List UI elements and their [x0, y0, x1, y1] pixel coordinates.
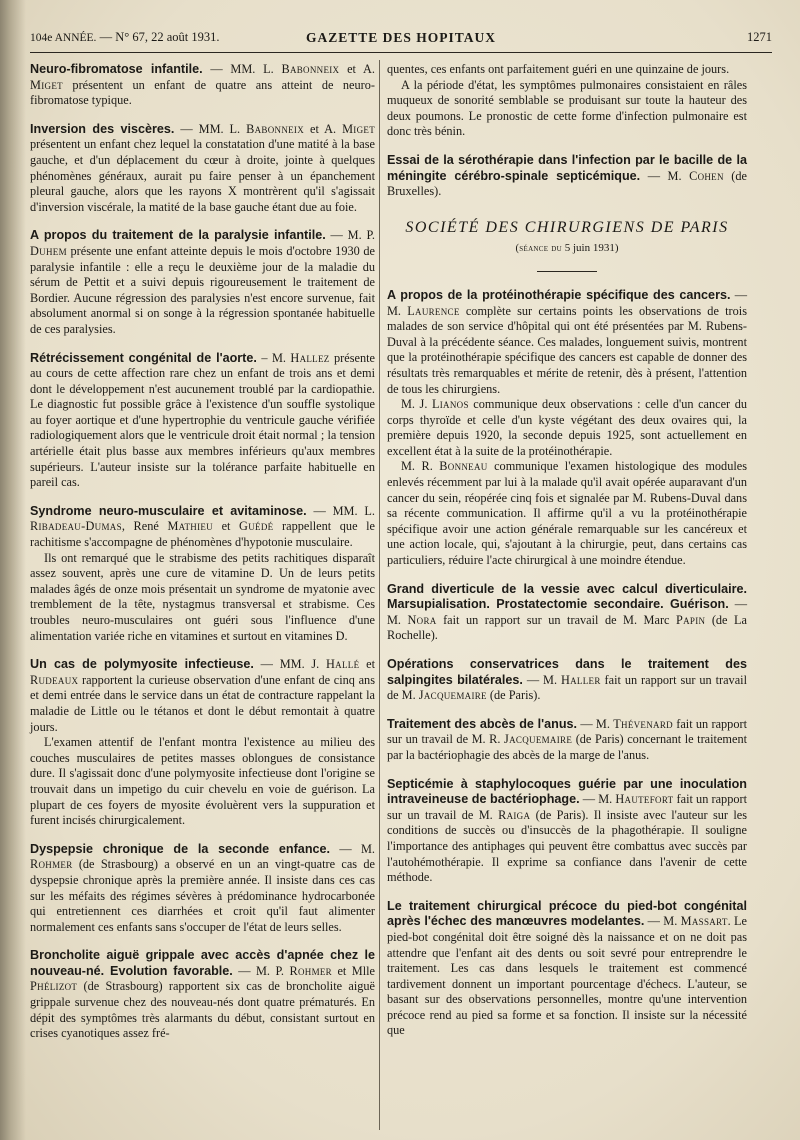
- author-name: Bonneau: [439, 459, 488, 474]
- text-span: — MM. L.: [202, 62, 282, 76]
- author-name: Laurence: [407, 303, 460, 318]
- article-heading: Un cas de polymyosite infectieuse.: [30, 657, 254, 672]
- text-span: — M. P.: [232, 963, 290, 978]
- article-heading: Neuro-fibromatose infantile.: [30, 62, 203, 76]
- text-span: quentes, ces enfants ont parfaitement guéri en une quinzaine de jours.: [387, 62, 730, 76]
- article-retrecissement-aorte: [30, 351, 375, 491]
- text-span: — MM. L.: [306, 503, 375, 518]
- text-span: présente au cours de cette affection rare chez un enfant de trois ans et demi dont le développement n'est aucunement troublé par la cardiopathie. Le diagnostic fut possible grâce à l'existence d'un souffle systolique au foyer aortique et d'une hypertrophie du ventricule gauche vérifiée radiologiquement alors que le ventricule droit était normal ; la tension artérielle était plus basse aux membres inférieurs qu'aux membres supérieurs. L'auteur insiste sur la tolérance parfaite habituelle en pareil cas.: [30, 350, 375, 490]
- author-name: Hautefort: [615, 792, 674, 807]
- article-salpingites: [387, 657, 747, 704]
- paragraph: [387, 459, 747, 568]
- article-abces-anus: [387, 717, 747, 764]
- article-syndrome-neuro-musculaire: [30, 504, 375, 644]
- text-span: (de Paris) concernant le traitement par la bactériophagie des abcès de la marge de l'anus.: [387, 732, 748, 762]
- text-span: — M.: [640, 168, 690, 183]
- journal-title: GAZETTE DES HOPITAUX: [305, 30, 497, 45]
- author-name: Duhem: [30, 243, 67, 258]
- author-name: Babonneix: [246, 121, 305, 136]
- article-heading: Syndrome neuro-musculaire et avitaminose.: [30, 503, 307, 518]
- text-span: — MM. J.: [253, 657, 326, 672]
- section-title: SOCIÉTÉ DES CHIRURGIENS DE PARIS: [405, 218, 729, 236]
- paragraph: [30, 657, 375, 735]
- paragraph: [30, 228, 375, 337]
- article-broncholite: [30, 948, 375, 1042]
- text-span: — M.: [577, 716, 614, 731]
- article-heading: Le traitement chirurgical précoce du pied-bot congénital après l'échec des manœuvres modelantes.: [387, 898, 747, 929]
- author-name: Mathieu: [167, 519, 213, 534]
- text-span: (de Bruxelles).: [387, 168, 748, 199]
- text-span: et: [212, 519, 240, 534]
- article-serotherapie: [387, 153, 747, 200]
- column-divider: [379, 60, 380, 1130]
- text-span: . Le pied-bot congénital doit être soigné dès la naissance et on ne doit pas attendre que l'enfant ait des dents ou soit sevré pour entreprendre le traitement. Les cas dans lesquels le traitement est commencé tardivement donnent un important pourcentage d'échecs. L'auteur, se basant sur des observations personnelles, montre qu'une intervention précoce rend au pied sa forme et sa fonction. Il insiste sur la nécessité que: [387, 914, 748, 1038]
- article-proteinotherapie: [387, 288, 747, 569]
- author-name: Papin: [675, 612, 706, 627]
- article-heading: Dyspepsie chronique de la seconde enfance.: [30, 841, 331, 856]
- author-name: Ribadeau-Dumas: [30, 519, 122, 534]
- text-span: et A.: [339, 62, 375, 76]
- paragraph: [387, 288, 747, 397]
- text-span: (de Paris).: [486, 688, 541, 703]
- text-span: fait un rapport sur un travail de M. R.: [387, 716, 747, 747]
- text-span: communique deux observations : celle d'un cancer du corps thyroïde et celle d'un kyste végétant des deux ovaires qui, la première depuis 1920, la seconde depuis 1925, sont actuellement en excellent état à la suite de la protéinothérapie.: [387, 397, 747, 458]
- paragraph: [387, 777, 747, 886]
- text-span: (de Paris). Il insiste avec l'auteur sur les conditions de succès ou d'insuccès de la phagothérapie. Il souligne l'importance des antiphages qui peuvent être combattus avec succès par l'autohémothérapie. Il exprime sa confiance dans l'avenir de cette méthode.: [387, 807, 747, 885]
- right-column: [387, 62, 747, 1052]
- paragraph: [30, 122, 375, 216]
- article-heading: Broncholite aiguë grippale avec accès d'apnée chez le nouveau-né. Evolution favorable.: [30, 948, 375, 978]
- text-span: présentent un enfant chez lequel la constatation d'une matité à la base gauche, et d'un déplacement du cœur à droite, jointe à quelques phénomènes généraux, aurait pu faire penser à un épanchement pleural gauche, alors que les rayons X montrèrent qu'il s'agissait d'inversion viscérale, la matité de la base gauche étant due au foie.: [30, 137, 375, 214]
- paragraph: [30, 62, 375, 109]
- text-span: Ils ont remarqué que le strabisme des petits rachitiques disparaît assez souvent, après une cure de vitamine D. Un de leurs petits malades âgés de onze mois présentait un syndrome de myatonie avec tremblement de la tête, nystagmus transversal et strabisme. Ces troubles neuro-musculaires ont guéri sous l'influence d'une alimentation variée riche en vitamines et surtout en vitamines D.: [30, 550, 375, 643]
- paragraph: [30, 948, 375, 1042]
- text-span: fait un rapport sur un travail de M.: [387, 672, 748, 703]
- text-span: (de Strasbourg) a observé en un an vingt-quatre cas de dyspepsie chronique après la première année. Il insiste dans ces cas sur les méfaits des régimes sévères à prédominance hydrocarbonée qui entretiennent ces diarrhées et croit qu'il faut alimenter normalement ces enfants sans s'occuper de l'état de leurs selles.: [30, 857, 375, 934]
- text-span: – M.: [256, 350, 291, 365]
- text-span: présentent un enfant de quatre ans atteint de neuro-fibromatose typique.: [30, 77, 375, 108]
- text-span: (de La Rochelle).: [387, 612, 747, 643]
- author-name: Miget: [342, 121, 376, 136]
- text-span: et A.: [304, 121, 343, 136]
- author-name: Raiga: [498, 807, 531, 822]
- text-span: — M.: [387, 597, 747, 627]
- article-heading: Septicémie à staphylocoques guérie par une inoculation intraveineuse de bactériophage.: [387, 776, 747, 807]
- paragraph: [387, 657, 747, 704]
- author-name: Hallez: [290, 350, 330, 365]
- article-broncholite-continued: [387, 62, 747, 140]
- article-heading: Inversion des viscères.: [30, 121, 175, 136]
- text-span: — M.: [330, 841, 375, 856]
- author-name: Babonneix: [281, 62, 340, 76]
- text-span: et Mlle: [331, 963, 375, 978]
- article-heading: A propos de la protéinothérapie spécifique des cancers.: [387, 287, 731, 302]
- text-span: présente une enfant atteinte depuis le mois d'octobre 1930 de paralysie infantile : elle a reçu le deuxième jour de la maladie du sérum de Pettit et a suivi depuis rigoureusement le traitement de Bordier. Aucune régression des paralysies n'est encore survenue, fait absolument anormal si on songe à la régression spontanée habituelle de ces paralysies.: [30, 243, 375, 336]
- article-neuro-fibromatose: [30, 62, 375, 109]
- text-span: rappellent que le rachitisme s'accompagne de phénomènes d'hypotonie musculaire.: [30, 519, 376, 550]
- text-span: complète sur certains points les observations de trois malades de son service d'hôpital qui ont été présentées par M. Rubens-Duval à la précédente séance. Ces malades, longuement suivis, montrent que la protéinothérapie spécifique des cancers est capable de donner des résultats très remarquables et mérite de retenir, dès à présent, l'attention de tous les chirurgiens.: [387, 303, 747, 396]
- text-span: rapportent la curieuse observation d'une enfant de cinq ans et demi entrée dans le service dans un état de contracture rappelant la maladie de Little ou le tétanos et dont le début remontait à quatre jours.: [30, 672, 375, 734]
- paragraph: [387, 153, 747, 200]
- article-heading: A propos du traitement de la paralysie infantile.: [30, 228, 326, 243]
- article-paralysie-infantile: [30, 228, 375, 337]
- text-span: — M.: [522, 672, 561, 687]
- text-span: fait un rapport sur un travail de M.: [387, 792, 748, 822]
- author-name: Jacquemaire: [418, 688, 487, 703]
- article-heading: Essai de la sérothérapie dans l'infection par le bacille de la méningite cérébro-spinale septicémique.: [387, 152, 747, 183]
- author-name: Rohmer: [30, 857, 73, 872]
- issue-info: [30, 30, 219, 45]
- text-span: communique l'examen histologique des modules enlevés récemment par lui à la malade qu'il avait opérée auparavant d'un cancer du sein, réopérée cinq fois et signalée par M. Rubens-Duval dans sa récente communication. Il affirme qu'il a vu la protéinothérapie spécifique avoir une action générale remarquable sur les cancéreux et une action locale, qui, s'ajoutant à la chirurgie, peut, dans certains cas particuliers, réduire l'acte chirurgical à une moindre étendue.: [387, 459, 747, 568]
- paragraph: [387, 899, 747, 1039]
- text-span: L'examen attentif de l'enfant montra l'existence au milieu des couches musculaires de petites masses oblongues de consistance dure. Il s'agissait donc d'une polymyosite infectieuse dont l'origine se trouvait dans un impetigo du cuir chevelu en voie de guérison. La plupart de ces foyers de myosite évoluèrent vers la suppuration et furent incisés chirurgicalement.: [30, 735, 375, 828]
- text-span: — MM. L.: [174, 121, 247, 136]
- paragraph: [387, 582, 747, 644]
- text-span: — N° 67, 22 août 1931.: [99, 30, 220, 44]
- text-span: (de Strasbourg) rapportent six cas de broncholite aiguë grippale survenue chez des nouveau-nés dont quatre prématurés. En dépit des symptômes très alarmants du début, consistant surtout en crises cyanotiques assez fré-: [30, 979, 375, 1041]
- article-heading: Rétrécissement congénital de l'aorte.: [30, 350, 257, 365]
- author-name: Guédé: [239, 519, 274, 534]
- text-span: M. J.: [401, 397, 432, 412]
- binding-shadow: [0, 0, 26, 1140]
- author-name: Miget: [30, 77, 63, 92]
- paragraph: [387, 717, 747, 764]
- text-span: — M.: [644, 914, 681, 929]
- text-span: fait un rapport sur un travail de M. Marc: [436, 612, 676, 627]
- page-header: [30, 30, 772, 50]
- author-name: Phélizot: [30, 979, 78, 994]
- paragraph: [387, 397, 747, 459]
- text-span: 104e ANNÉE.: [30, 32, 97, 44]
- article-dyspepsie: [30, 842, 375, 936]
- text-span: M. R.: [401, 459, 440, 474]
- text-span: 5 juin 1931): [561, 242, 619, 255]
- left-column: [30, 62, 375, 1055]
- article-polymyosite: [30, 657, 375, 829]
- article-heading: Traitement des abcès de l'anus.: [387, 716, 578, 731]
- article-diverticule-vessie: [387, 582, 747, 644]
- text-span: — M.: [387, 287, 747, 318]
- author-name: (séance du: [515, 243, 562, 255]
- text-span: — M. P.: [325, 228, 376, 243]
- author-name: Jacquemaire: [504, 732, 573, 747]
- section-rule: [537, 271, 597, 272]
- author-name: Thévenard: [613, 716, 673, 731]
- author-name: Hallé: [326, 657, 360, 672]
- text-span: , René: [121, 519, 168, 534]
- article-inversion-visceres: [30, 122, 375, 216]
- author-name: Massart: [680, 914, 728, 929]
- author-name: Haller: [560, 672, 601, 687]
- author-name: Lianos: [431, 397, 469, 412]
- text-span: — M.: [579, 792, 616, 807]
- author-name: Nora: [407, 612, 437, 627]
- article-heading: Grand diverticule de la vessie avec calcul diverticulaire. Marsupialisation. Prostatectomie secondaire. Guérison.: [387, 581, 747, 612]
- article-septicemie: [387, 777, 747, 886]
- author-name: Cohen: [689, 168, 724, 183]
- author-name: Rohmer: [289, 963, 332, 978]
- paragraph: [30, 351, 375, 491]
- header-rule: [30, 52, 772, 53]
- text-span: A la période d'état, les symptômes pulmonaires consistaient en râles muqueux de sonorité semblable se produisant sur toute la hauteur des deux poumons. Le pronostic de cette forme d'infection pulmonaire est donc très bénin.: [387, 77, 747, 139]
- paragraph: [30, 842, 375, 936]
- page-number: 1271: [747, 30, 772, 44]
- author-name: Rudeaux: [30, 672, 79, 687]
- section-session-date: [387, 241, 747, 257]
- text-span: et: [359, 657, 375, 672]
- paragraph: [30, 504, 375, 551]
- article-pied-bot: [387, 899, 747, 1039]
- article-heading: Opérations conservatrices dans le traitement des salpingites bilatérales.: [387, 657, 747, 687]
